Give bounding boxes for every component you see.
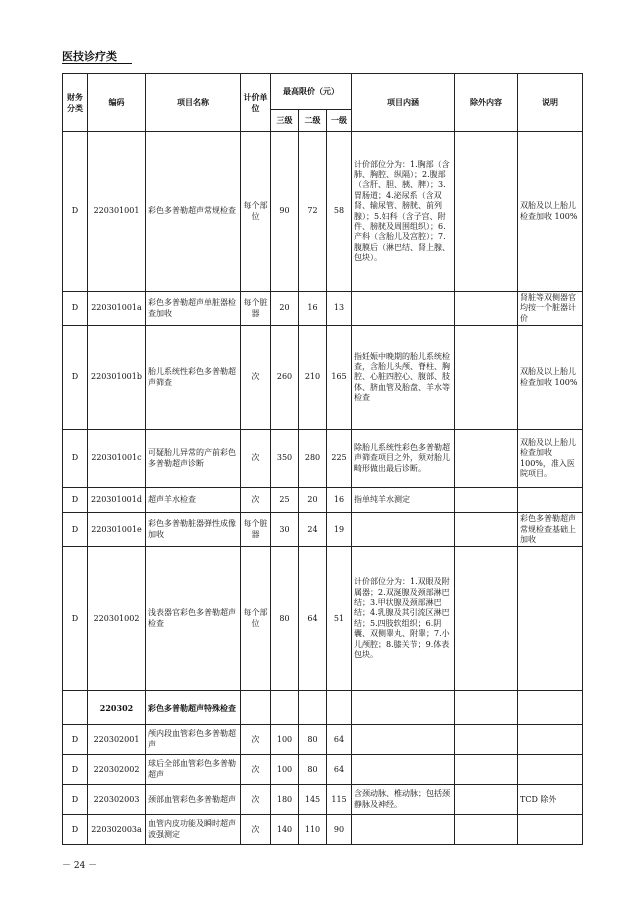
name-cell: 颈部血管彩色多普勒超声 [146, 785, 241, 815]
price-level3-cell [271, 691, 299, 725]
category-cell: D [63, 132, 88, 292]
notes-cell: 双胎及以上胎儿检查加收 100% [518, 326, 583, 430]
col-header-notes: 说明 [518, 74, 583, 132]
price-level3-cell: 20 [271, 292, 299, 326]
notes-cell [518, 691, 583, 725]
exclusions-cell [455, 292, 518, 326]
unit-cell: 次 [241, 815, 271, 845]
col-header-code: 编码 [88, 74, 146, 132]
content-cell: 除胎儿系统性彩色多普勒超声筛查项目之外，须对胎儿畸形做出最后诊断。 [352, 430, 455, 488]
notes-cell [518, 547, 583, 691]
category-cell: D [63, 292, 88, 326]
unit-cell: 次 [241, 785, 271, 815]
exclusions-cell [455, 430, 518, 488]
name-cell: 彩色多普勒超声特殊检查 [146, 691, 241, 725]
code-cell: 220301001c [88, 430, 146, 488]
content-cell: 计价部位分为：1.胸部（含肺、胸腔、纵隔）；2.腹部（含肝、胆、胰、脾）；3.胃肠道；4.泌尿系（含双肾、输尿管、膀胱、前列腺）；5.妇科（含子宫、附件、膀胱及周围组织）；6.产科（含胎儿及宫腔）；7.腹膜后（淋巴结、肾上腺、包块）。 [352, 132, 455, 292]
unit-cell: 次 [241, 755, 271, 785]
price-level1-cell: 64 [327, 755, 352, 785]
unit-cell: 每个部位 [241, 132, 271, 292]
category-cell: D [63, 326, 88, 430]
table-row [63, 547, 583, 691]
name-cell: 颅内段血管彩色多普勒超声 [146, 725, 241, 755]
unit-cell: 次 [241, 725, 271, 755]
price-level3-cell: 260 [271, 326, 299, 430]
table-row [63, 488, 583, 513]
price-level2-cell: 24 [299, 513, 327, 547]
page-number: － 24 － [62, 861, 98, 871]
price-level3-cell: 90 [271, 132, 299, 292]
code-cell: 220301001e [88, 513, 146, 547]
content-cell [352, 755, 455, 785]
content-cell [352, 513, 455, 547]
content-cell: 指妊娠中晚期的胎儿系统检查，含胎儿头颅、脊柱、胸腔、心脏四腔心、腹部、肢体、脐血管及胎盘、羊水等检查 [352, 326, 455, 430]
price-level3-cell: 350 [271, 430, 299, 488]
exclusions-cell [455, 815, 518, 845]
content-cell [352, 292, 455, 326]
code-cell: 220302002 [88, 755, 146, 785]
notes-cell: 肾脏等双侧器官均按一个脏器计价 [518, 292, 583, 326]
name-cell: 浅表器官彩色多普勒超声检查 [146, 547, 241, 691]
table-row [63, 815, 583, 845]
category-cell: D [63, 725, 88, 755]
col-header-unit: 计价单位 [241, 74, 271, 132]
notes-cell [518, 488, 583, 513]
category-cell: D [63, 785, 88, 815]
col-header-content: 项目内涵 [352, 74, 455, 132]
section-title: 医技诊疗类 [62, 50, 117, 63]
table-row [63, 725, 583, 755]
price-level3-cell: 100 [271, 725, 299, 755]
code-cell: 220302003a [88, 815, 146, 845]
price-level2-cell: 280 [299, 430, 327, 488]
price-level2-cell: 64 [299, 547, 327, 691]
unit-cell [241, 691, 271, 725]
col-header-level3: 三级 [271, 110, 299, 132]
price-level1-cell: 51 [327, 547, 352, 691]
price-level3-cell: 180 [271, 785, 299, 815]
code-cell: 220302003 [88, 785, 146, 815]
notes-cell: 双胎及以上胎儿检查加收 100%，准入医院项目。 [518, 430, 583, 488]
category-cell [63, 691, 88, 725]
category-cell: D [63, 815, 88, 845]
unit-cell: 每个部位 [241, 547, 271, 691]
notes-cell [518, 755, 583, 785]
table-row [63, 326, 583, 430]
notes-cell: 双胎及以上胎儿检查加收 100% [518, 132, 583, 292]
col-header-name: 项目名称 [146, 74, 241, 132]
unit-cell: 次 [241, 430, 271, 488]
exclusions-cell [455, 132, 518, 292]
price-level1-cell: 16 [327, 488, 352, 513]
name-cell: 可疑胎儿异常的产前彩色多普勒超声诊断 [146, 430, 241, 488]
unit-cell: 次 [241, 326, 271, 430]
price-level3-cell: 100 [271, 755, 299, 785]
unit-cell: 次 [241, 488, 271, 513]
category-cell: D [63, 547, 88, 691]
price-level1-cell: 225 [327, 430, 352, 488]
price-table [62, 73, 583, 845]
col-header-level2: 二级 [299, 110, 327, 132]
price-level2-cell: 145 [299, 785, 327, 815]
notes-cell: TCD 除外 [518, 785, 583, 815]
exclusions-cell [455, 691, 518, 725]
price-level2-cell: 72 [299, 132, 327, 292]
exclusions-cell [455, 513, 518, 547]
exclusions-cell [455, 488, 518, 513]
price-level2-cell: 210 [299, 326, 327, 430]
price-level2-cell: 80 [299, 755, 327, 785]
code-cell: 220301001d [88, 488, 146, 513]
price-level1-cell: 165 [327, 326, 352, 430]
price-level3-cell: 80 [271, 547, 299, 691]
table-row [63, 691, 583, 725]
exclusions-cell [455, 755, 518, 785]
price-level1-cell [327, 691, 352, 725]
table-row [63, 430, 583, 488]
code-cell: 220301001b [88, 326, 146, 430]
table-row [63, 132, 583, 292]
exclusions-cell [455, 785, 518, 815]
price-level1-cell: 115 [327, 785, 352, 815]
col-header-category: 财务分类 [63, 74, 88, 132]
unit-cell: 每个脏器 [241, 292, 271, 326]
table-row [63, 785, 583, 815]
col-header-level1: 一级 [327, 110, 352, 132]
name-cell: 彩色多普勒脏器弹性成像加收 [146, 513, 241, 547]
price-level1-cell: 13 [327, 292, 352, 326]
table-row [63, 292, 583, 326]
price-level2-cell: 80 [299, 725, 327, 755]
exclusions-cell [455, 326, 518, 430]
name-cell: 彩色多普勒超声常规检查 [146, 132, 241, 292]
price-level1-cell: 19 [327, 513, 352, 547]
price-level3-cell: 30 [271, 513, 299, 547]
price-level1-cell: 64 [327, 725, 352, 755]
col-header-exclusions: 除外内容 [455, 74, 518, 132]
table-row [63, 755, 583, 785]
name-cell: 球后全部血管彩色多普勒超声 [146, 755, 241, 785]
category-cell: D [63, 488, 88, 513]
code-cell: 220301001a [88, 292, 146, 326]
price-level3-cell: 25 [271, 488, 299, 513]
category-cell: D [63, 430, 88, 488]
price-level2-cell: 16 [299, 292, 327, 326]
content-cell [352, 691, 455, 725]
notes-cell [518, 725, 583, 755]
content-cell: 计价部位分为：1.双眼及附属器；2.双涎腺及颈部淋巴结；3.甲状腺及颈部淋巴结；4.乳腺及其引流区淋巴结；5.四肢软组织；6.阴囊、双侧睾丸、附睾；7.小儿颅腔；8.膝关节；9.体表包块。 [352, 547, 455, 691]
table-row [63, 513, 583, 547]
content-cell: 含颈动脉、椎动脉；包括颈静脉及神经。 [352, 785, 455, 815]
notes-cell [518, 815, 583, 845]
category-cell: D [63, 513, 88, 547]
notes-cell: 彩色多普勒超声常规检查基础上加收 [518, 513, 583, 547]
name-cell: 超声羊水检查 [146, 488, 241, 513]
price-level2-cell: 110 [299, 815, 327, 845]
code-cell: 220301001 [88, 132, 146, 292]
name-cell: 彩色多普勒超声单脏器检查加收 [146, 292, 241, 326]
code-cell: 220301002 [88, 547, 146, 691]
exclusions-cell [455, 547, 518, 691]
unit-cell: 每个脏器 [241, 513, 271, 547]
content-cell: 指单纯羊水测定 [352, 488, 455, 513]
code-cell: 220302001 [88, 725, 146, 755]
price-level2-cell [299, 691, 327, 725]
category-cell: D [63, 755, 88, 785]
price-level1-cell: 90 [327, 815, 352, 845]
col-header-max-price: 最高限价（元） [271, 74, 352, 110]
name-cell: 胎儿系统性彩色多普勒超声筛查 [146, 326, 241, 430]
exclusions-cell [455, 725, 518, 755]
price-level2-cell: 20 [299, 488, 327, 513]
content-cell [352, 725, 455, 755]
code-cell: 220302 [88, 691, 146, 725]
content-cell [352, 815, 455, 845]
price-level3-cell: 140 [271, 815, 299, 845]
section-title-underline [62, 63, 132, 64]
price-level1-cell: 58 [327, 132, 352, 292]
name-cell: 血管内皮功能及瞬时超声波强测定 [146, 815, 241, 845]
